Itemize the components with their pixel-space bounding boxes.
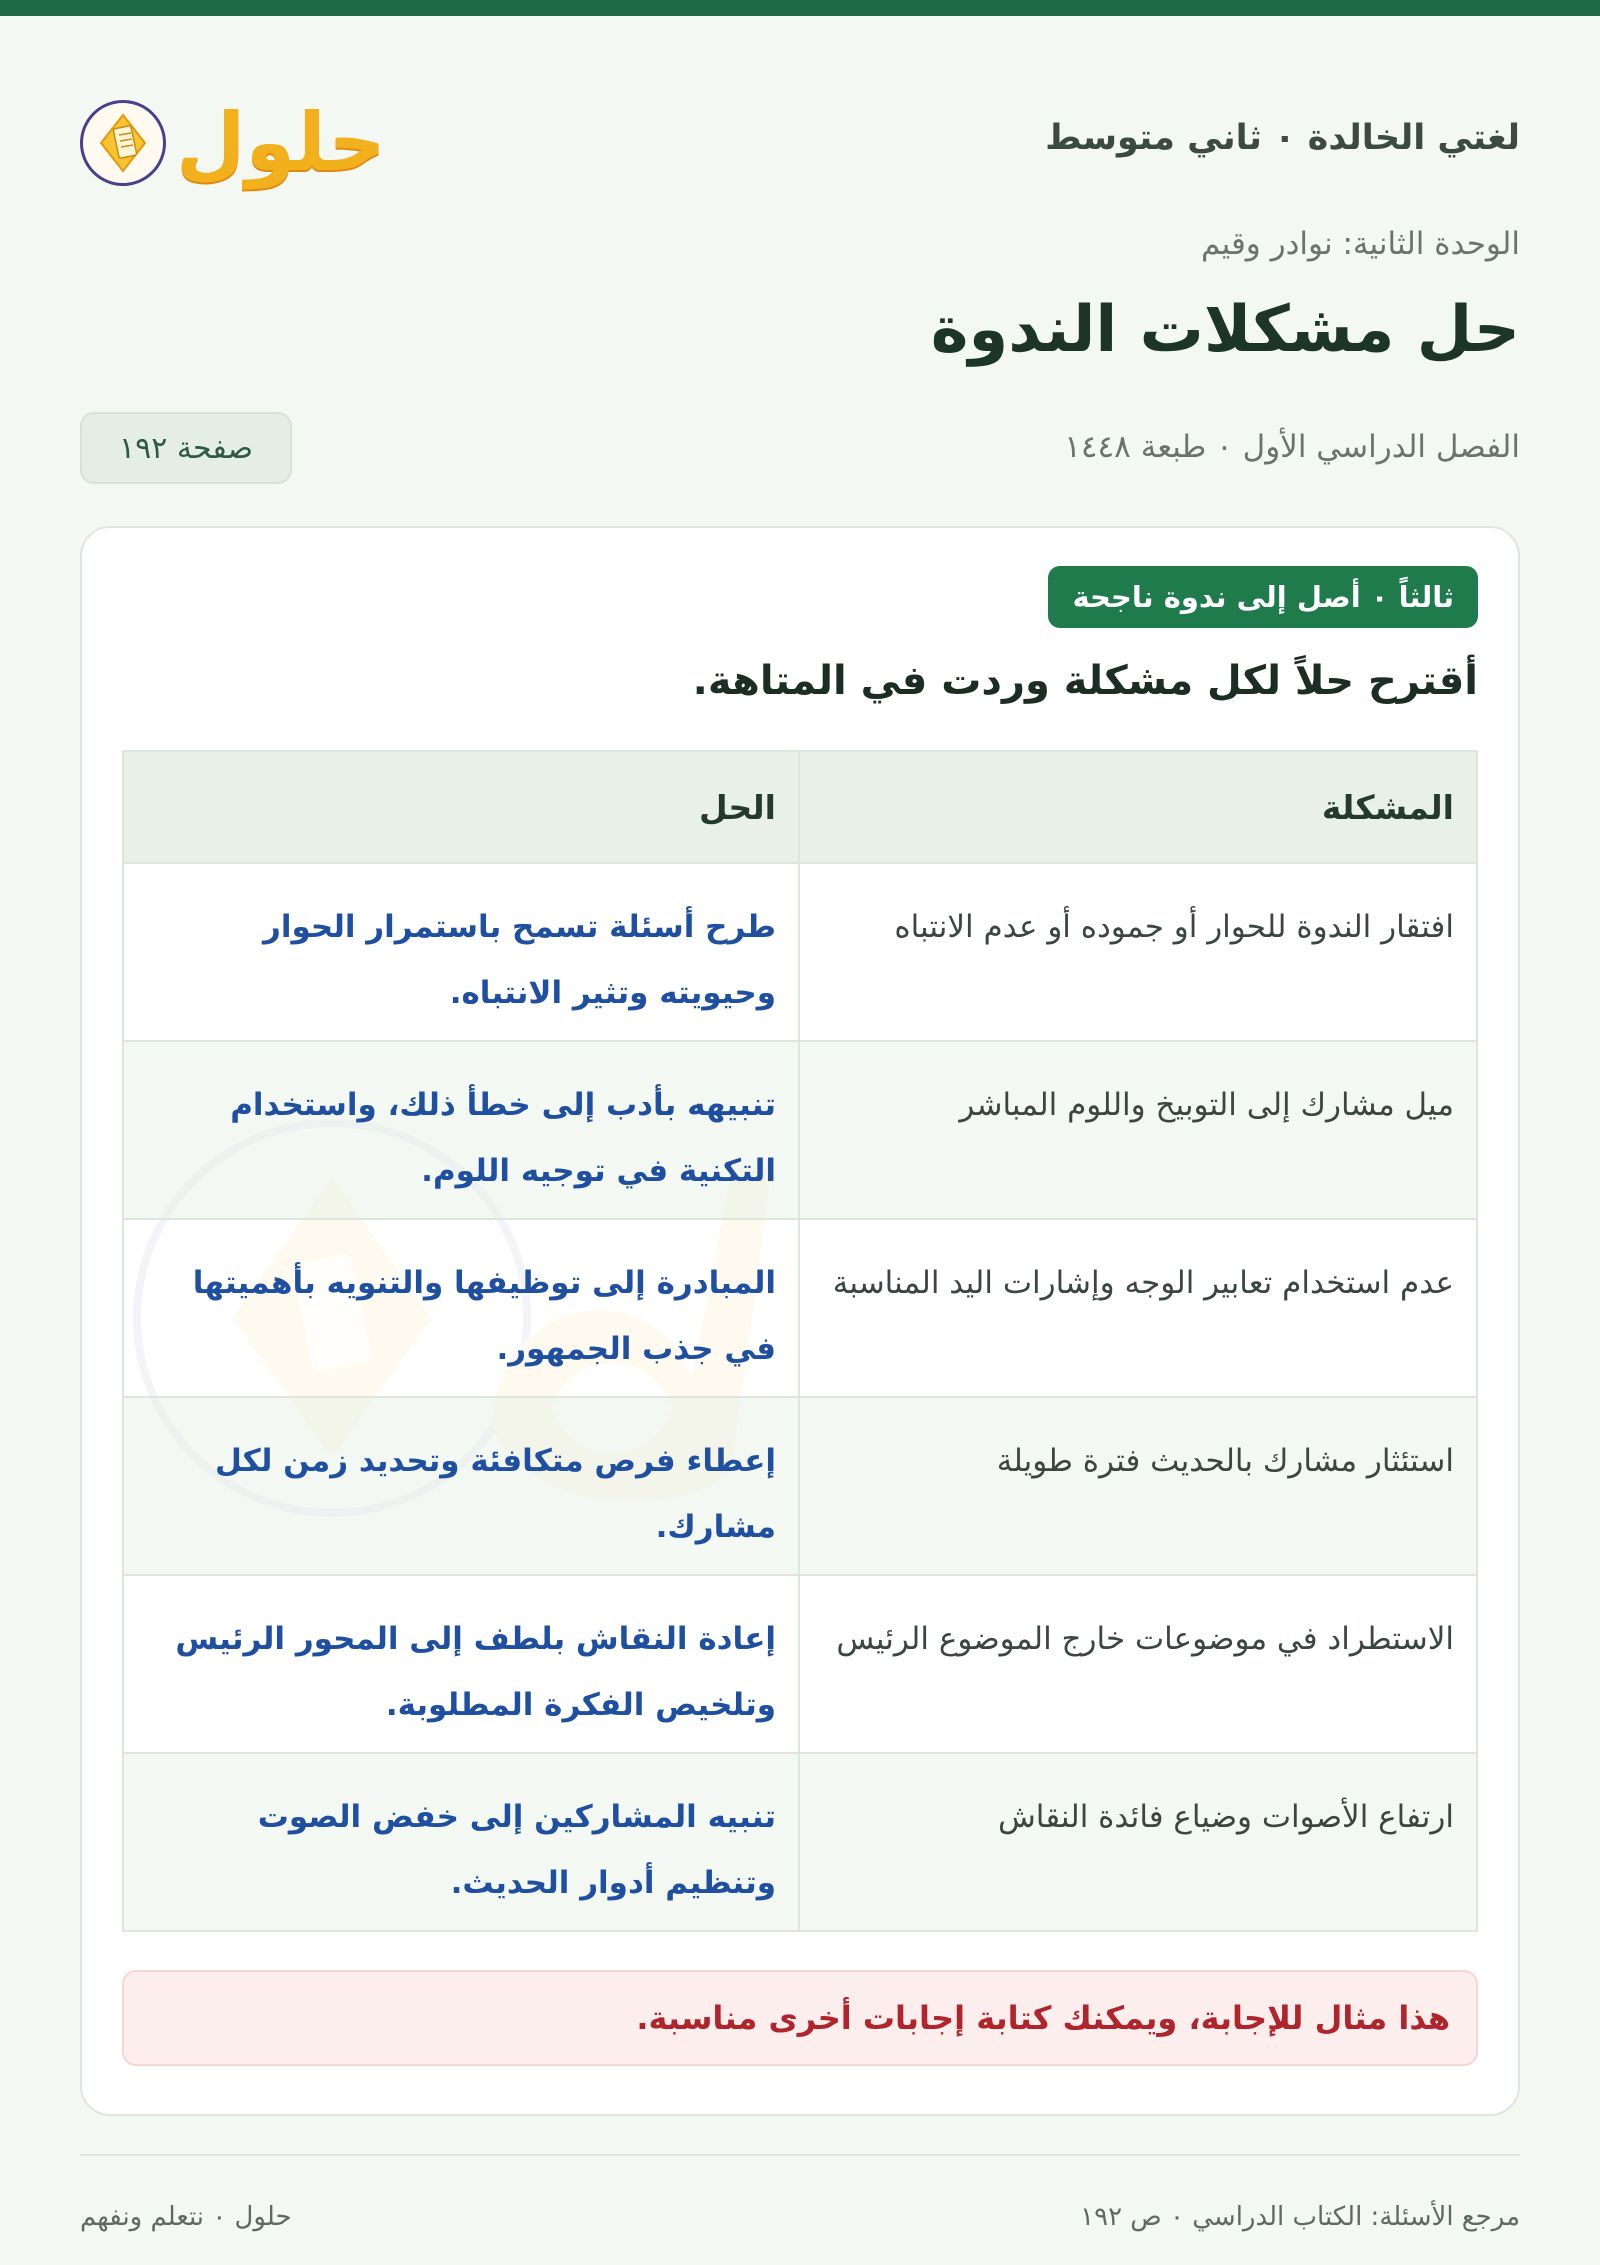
page (80, 16, 1520, 2265)
solution-cell: تنبيهه بأدب إلى خطأ ذلك، واستخدام التكنية في توجيه اللوم. (123, 1041, 799, 1219)
table-row (123, 1219, 1477, 1397)
problem-cell: الاستطراد في موضوعات خارج الموضوع الرئيس (799, 1575, 1477, 1753)
solution-cell: تنبيه المشاركين إلى خفض الصوت وتنظيم أدوار الحديث. (123, 1753, 799, 1931)
footer-divider (80, 2154, 1520, 2156)
problem-cell: افتقار الندوة للحوار أو جموده أو عدم الانتباه (799, 863, 1477, 1041)
solution-cell: المبادرة إلى توظيفها والتنويه بأهميتها في جذب الجمهور. (123, 1219, 799, 1397)
subject-title: لغتي الخالدة ٠ ثاني متوسط (1045, 118, 1520, 158)
header (80, 66, 1520, 216)
answer-card (80, 526, 1520, 2116)
footer-reference: مرجع الأسئلة: الكتاب الدراسي ٠ ص ١٩٢ (1080, 2202, 1520, 2232)
logo[interactable] (80, 88, 386, 198)
book-diamond-icon (80, 100, 166, 186)
table-row (123, 1575, 1477, 1753)
problem-column-header: المشكلة (799, 751, 1477, 863)
unit-label: الوحدة الثانية: نوادر وقيم (1200, 226, 1520, 262)
question-text: أقترح حلاً لكل مشكلة وردت في المتاهة. (692, 658, 1478, 704)
logo-wordmark: حلول (176, 96, 386, 189)
solution-column-header: الحل (123, 751, 799, 863)
section-label-badge: ثالثاً ٠ أصل إلى ندوة ناجحة (1048, 566, 1478, 628)
answer-note: هذا مثال للإجابة، ويمكنك كتابة إجابات أخرى مناسبة. (122, 1970, 1478, 2066)
problem-cell: استئثار مشارك بالحديث فترة طويلة (799, 1397, 1477, 1575)
footer-brand: حلول ٠ نتعلم ونفهم (80, 2202, 292, 2232)
term-label: الفصل الدراسي الأول ٠ طبعة ١٤٤٨ (1064, 429, 1520, 465)
table-row (123, 1041, 1477, 1219)
problem-cell: ميل مشارك إلى التوبيخ واللوم المباشر (799, 1041, 1477, 1219)
table-row (123, 1397, 1477, 1575)
solution-cell: إعادة النقاش بلطف إلى المحور الرئيس وتلخيص الفكرة المطلوبة. (123, 1575, 799, 1753)
page-title: حل مشكلات الندوة (930, 293, 1520, 367)
problem-cell: ارتفاع الأصوات وضياع فائدة النقاش (799, 1753, 1477, 1931)
problems-solutions-table (122, 750, 1478, 1932)
table-row (123, 863, 1477, 1041)
problem-cell: عدم استخدام تعابير الوجه وإشارات اليد المناسبة (799, 1219, 1477, 1397)
table-header-row (123, 751, 1477, 863)
table-row (123, 1753, 1477, 1931)
page-number-badge: صفحة ١٩٢ (80, 412, 292, 484)
solution-cell: إعطاء فرص متكافئة وتحديد زمن لكل مشارك. (123, 1397, 799, 1575)
solution-cell: طرح أسئلة تسمح باستمرار الحوار وحيويته وتثير الانتباه. (123, 863, 799, 1041)
top-accent-bar (0, 0, 1600, 16)
